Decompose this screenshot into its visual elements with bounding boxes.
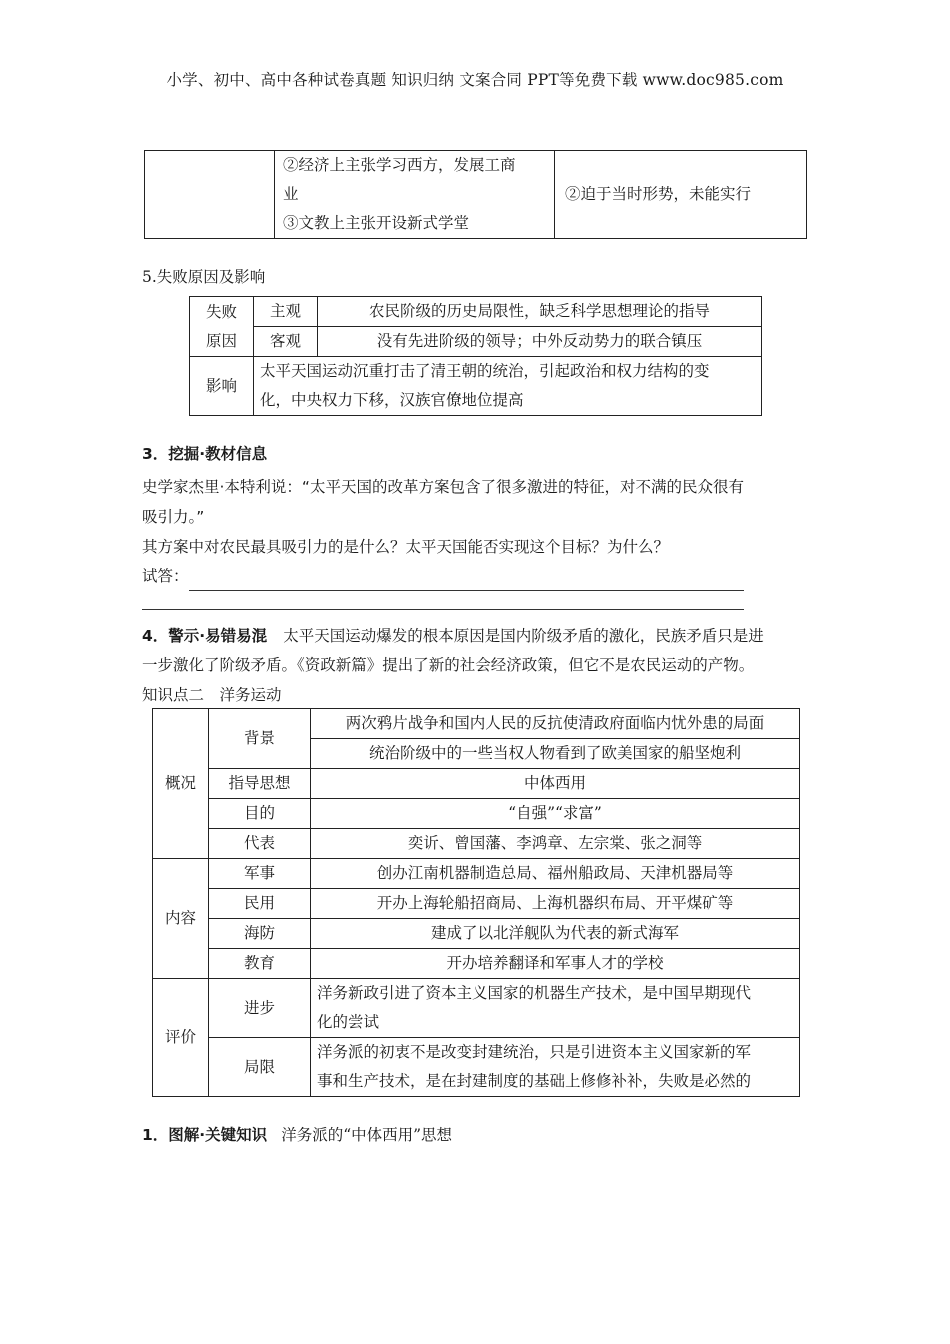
reform-table: [144, 150, 807, 239]
navy-value: 建成了以北洋舰队为代表的新式海军: [311, 919, 800, 949]
answer-line-1[interactable]: [189, 572, 744, 591]
reform-points-cell: [275, 151, 555, 239]
page-header: 小学、初中、高中各种试卷真题 知识归纳 文案合同 PPT等免费下载 www.doc985.com: [166, 71, 784, 89]
limitation-text: 洋务派的初衷不是改变封建统治，只是引进资本主义国家新的军 事和生产技术，是在封建制度的基础上修修补补，失败是必然的: [311, 1038, 800, 1097]
purpose-value: “自强”“求富”: [311, 799, 800, 829]
failure-table: [189, 296, 762, 416]
warning-line-2: 一步激化了阶级矛盾。《资政新篇》提出了新的社会经济政策，但它不是农民运动的产物。: [142, 656, 755, 674]
section-5-heading: 5.失败原因及影响: [142, 268, 266, 286]
overview-label: 概况: [153, 709, 209, 859]
military-label: 军事: [209, 859, 311, 889]
warning-line-1: 太平天国运动爆发的根本原因是国内阶级矛盾的激化，民族矛盾只是进: [283, 627, 764, 645]
answer-line-2[interactable]: [142, 609, 744, 610]
guiding-label: 指导思想: [209, 769, 311, 799]
reform-point: ③文教上主张开设新式学堂: [283, 214, 470, 232]
knowledge-point-2-title: 知识点二 洋务运动: [142, 686, 282, 704]
representatives-value: 奕䜣、曾国藩、李鸿章、左宗棠、张之洞等: [311, 829, 800, 859]
purpose-label: 目的: [209, 799, 311, 829]
answer-row: [142, 562, 744, 591]
failure-reason-label: 失败 原因: [190, 297, 254, 357]
dig-quote-line1: 史学家杰里·本特利说：“太平天国的改革方案包含了很多激进的特征，对不满的民众很有: [142, 478, 744, 496]
impact-label: 影响: [190, 357, 254, 416]
subjective-text: 农民阶级的历史局限性，缺乏科学思想理论的指导: [318, 297, 762, 327]
military-value: 创办江南机器制造总局、福州船政局、天津机器局等: [311, 859, 800, 889]
impact-text: 太平天国运动沉重打击了清王朝的统治，引起政治和权力结构的变 化，中央权力下移，汉族官僚地位提高: [254, 357, 762, 416]
empty-cell: [145, 151, 275, 239]
reform-point: ②经济上主张学习西方，发展工商: [283, 156, 516, 174]
education-value: 开办培养翻译和军事人才的学校: [311, 949, 800, 979]
background-item: 两次鸦片战争和国内人民的反抗使清政府面临内忧外患的局面: [311, 709, 800, 739]
objective-text: 没有先进阶级的领导；中外反动势力的联合镇压: [318, 327, 762, 357]
limitation-label: 局限: [209, 1038, 311, 1097]
navy-label: 海防: [209, 919, 311, 949]
dig-question: 其方案中对农民最具吸引力的是什么？太平天国能否实现这个目标？为什么？: [142, 538, 670, 556]
reform-result-cell: ②迫于当时形势，未能实行: [555, 151, 807, 239]
diagram-heading: 1．图解·关键知识: [142, 1126, 268, 1144]
education-label: 教育: [209, 949, 311, 979]
civil-label: 民用: [209, 889, 311, 919]
objective-label: 客观: [254, 327, 318, 357]
dig-quote-line2: 吸引力。”: [142, 508, 205, 526]
guiding-value: 中体西用: [311, 769, 800, 799]
progress-text: 洋务新政引进了资本主义国家的机器生产技术，是中国早期现代 化的尝试: [311, 979, 800, 1038]
progress-label: 进步: [209, 979, 311, 1038]
civil-value: 开办上海轮船招商局、上海机器织布局、开平煤矿等: [311, 889, 800, 919]
representatives-label: 代表: [209, 829, 311, 859]
warning-heading: 4．警示·易错易混: [142, 627, 268, 645]
diagram-subtitle: 洋务派的“中体西用”思想: [281, 1126, 453, 1144]
subjective-label: 主观: [254, 297, 318, 327]
answer-label: 试答：: [142, 567, 189, 585]
background-label: 背景: [209, 709, 311, 769]
westernization-table: [152, 708, 800, 1097]
evaluation-label: 评价: [153, 979, 209, 1097]
dig-heading: 3．挖掘·教材信息: [142, 445, 268, 463]
warning-row-1: [142, 622, 764, 651]
background-item: 统治阶级中的一些当权人物看到了欧美国家的船坚炮利: [311, 739, 800, 769]
reform-point: 业: [283, 185, 299, 203]
diagram-row: [142, 1121, 452, 1150]
content-label: 内容: [153, 859, 209, 979]
